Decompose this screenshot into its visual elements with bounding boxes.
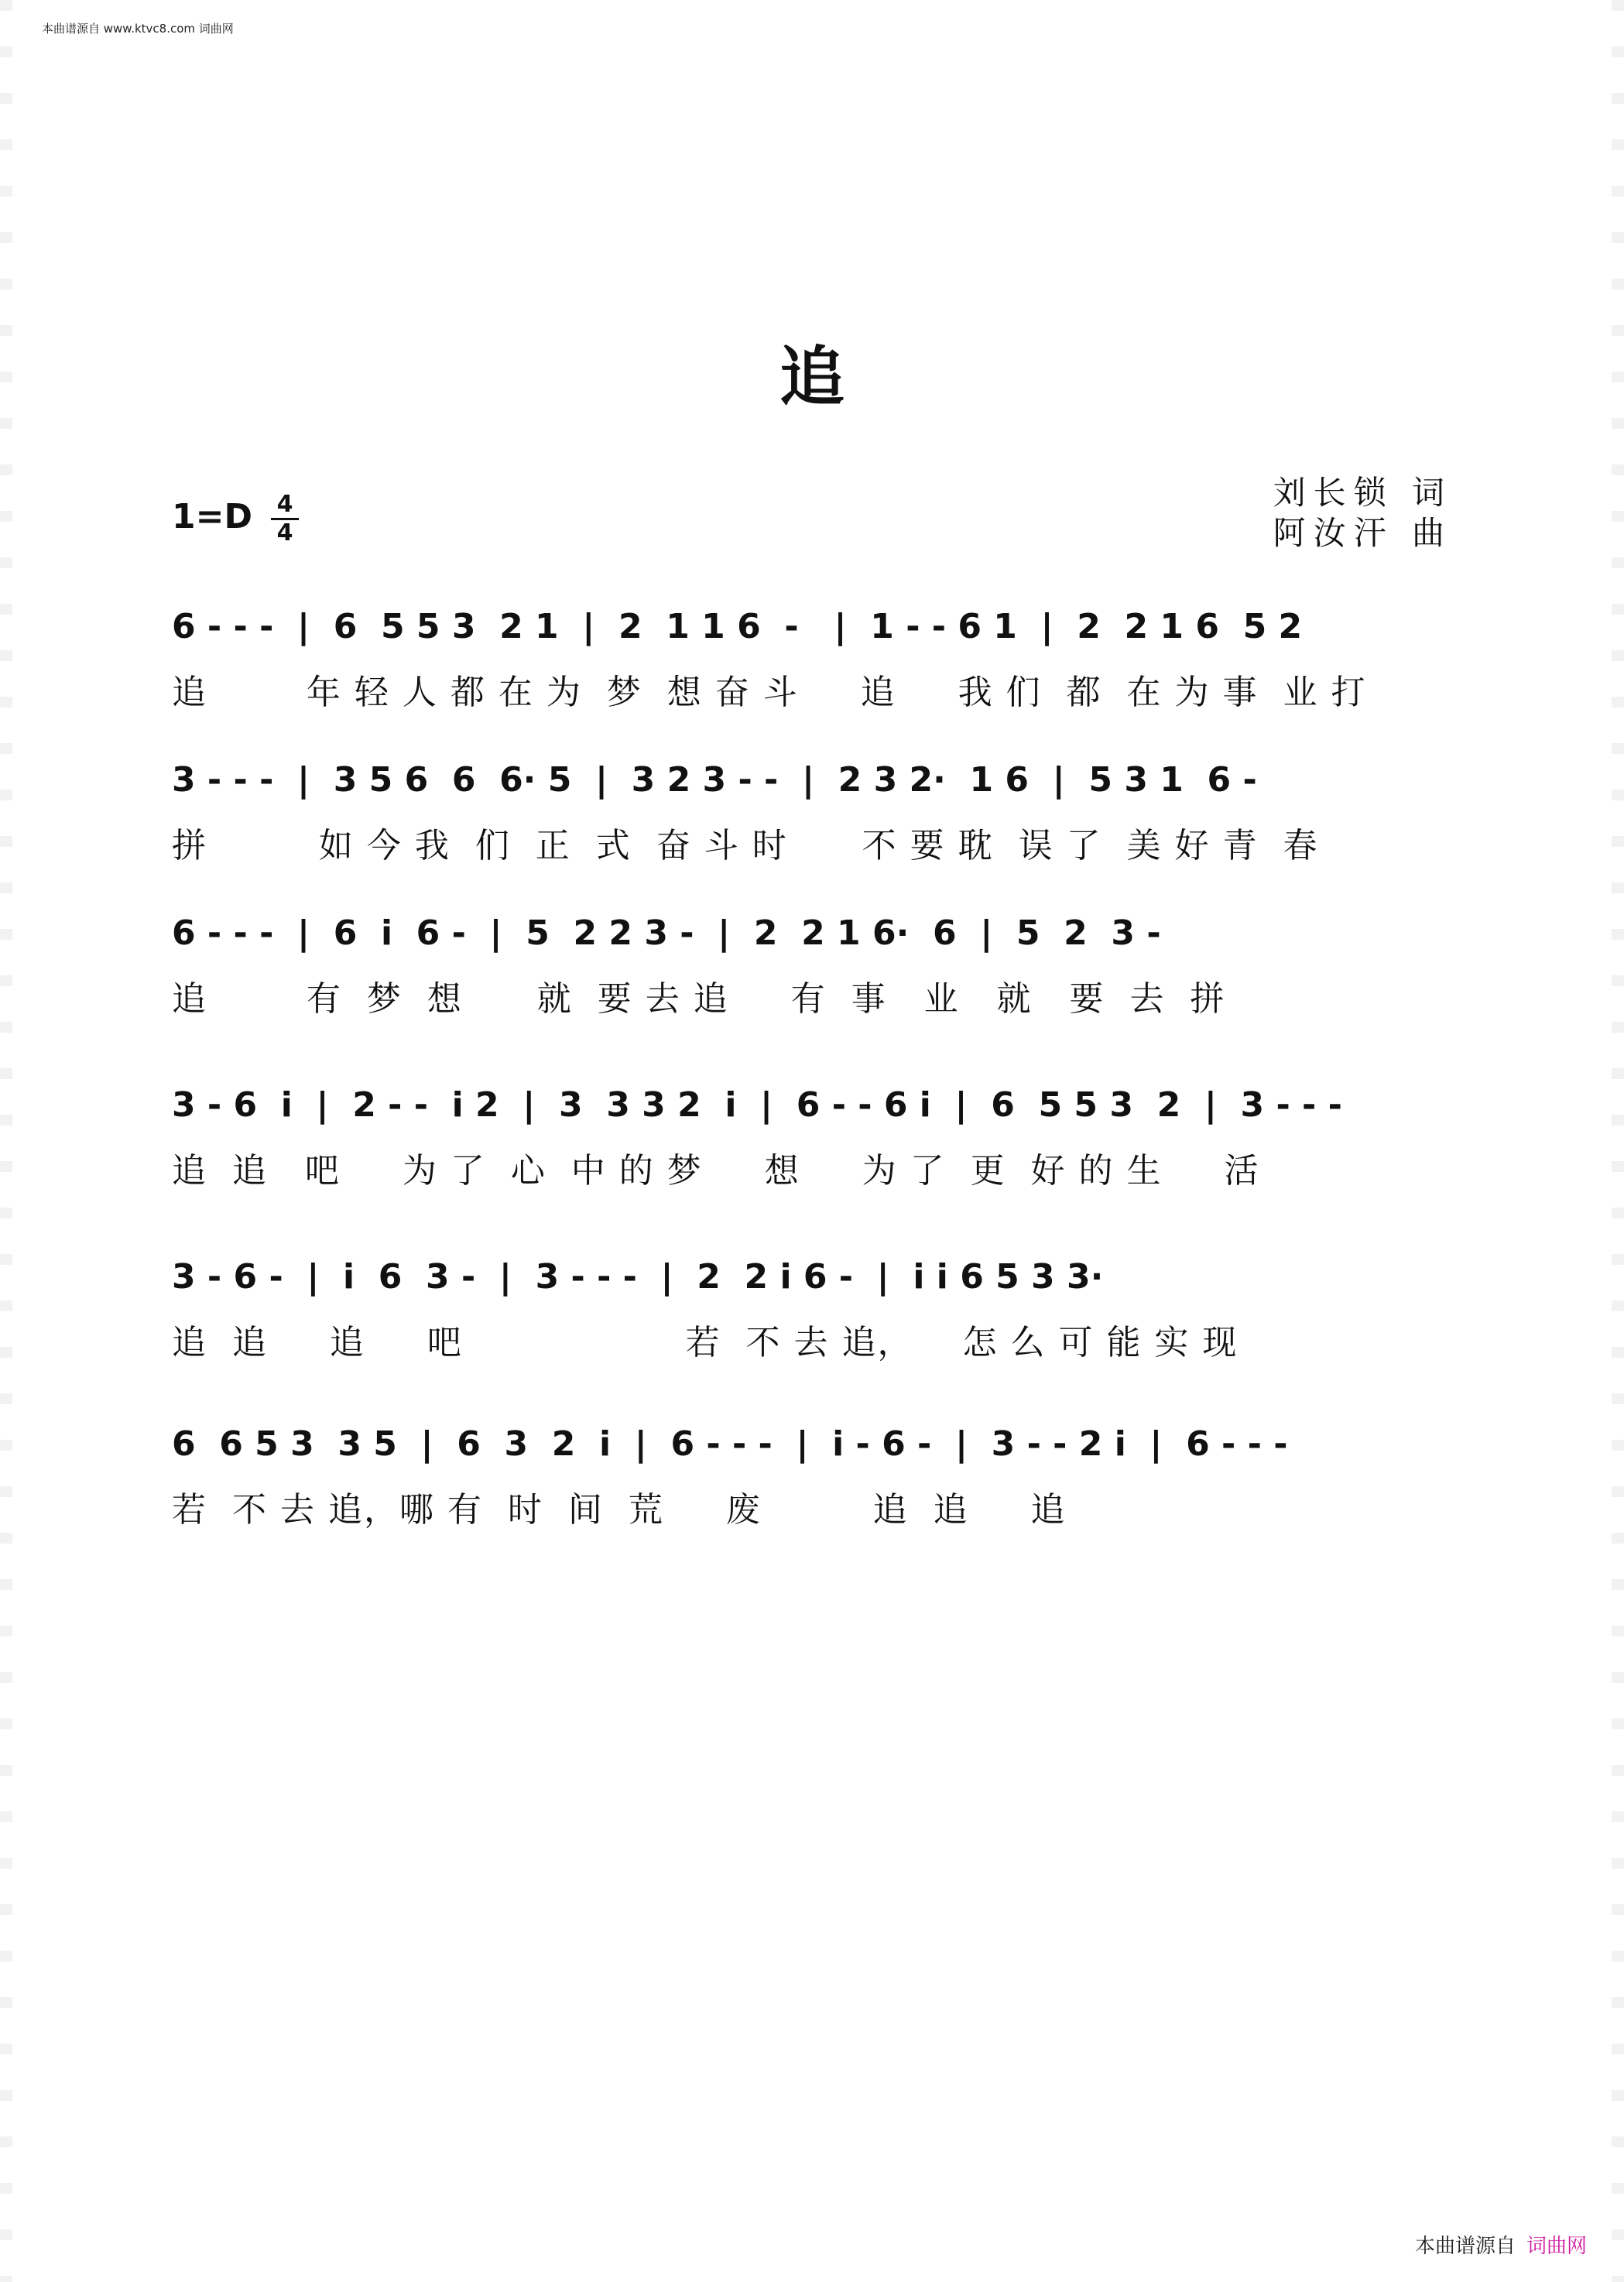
- score-row-5: [172, 1246, 1457, 1401]
- song-title: 追: [779, 338, 845, 415]
- lyrics-line: 追 追 吧 为 了 心 中 的 梦 想 为 了 更 好 的 生 活: [172, 1151, 1260, 1191]
- notes-line: 3 - - - | 3 5 6 6 6· 5 | 3 2 3 - - | 2 3 2· 1 6 | 5 3 1 6 -: [172, 760, 1257, 800]
- composer-credit: 阿汝汗 曲: [1273, 514, 1452, 552]
- lyrics-line: 拼 如 今 我 们 正 式 奋 斗 时 不 要 耽 误 了 美 好 青 春: [172, 826, 1319, 865]
- lyrics-line: 追 有 梦 想 就 要 去 追 有 事 业 就 要 去 拼: [172, 979, 1226, 1019]
- score-row-1: [172, 596, 1457, 751]
- notes-line: 3 - 6 - | i 6 3 - | 3 - - - | 2 2 i 6 - | i i 6 5 3 3·: [172, 1257, 1104, 1297]
- notes-line: 6 6 5 3 3 5 | 6 3 2 i | 6 - - - | i - 6 - | 3 - - 2 i | 6 - - -: [172, 1424, 1288, 1464]
- source-note: 本曲谱源自 www.ktvc8.com 词曲网: [42, 22, 234, 36]
- key-signature: 1=D: [172, 497, 253, 536]
- lyrics-line: 追 年 轻 人 都 在 为 梦 想 奋 斗 追 我 们 都 在 为 事 业 打: [172, 673, 1367, 712]
- score-row-4: [172, 1074, 1457, 1229]
- lyricist-credit: 刘长锁 词: [1273, 474, 1452, 512]
- lyrics-line: 若 不 去 追，哪 有 时 间 荒 废 追 追 追: [172, 1490, 1067, 1530]
- score-row-2: [172, 749, 1457, 904]
- footer-attribution: [1415, 2230, 1587, 2259]
- footer-label: 本曲谱源自: [1414, 2235, 1516, 2258]
- time-denominator: 4: [276, 519, 293, 547]
- time-signature: [271, 492, 299, 546]
- lyrics-line: 追 追 追 吧 若 不 去 追， 怎 么 可 能 实 现: [172, 1323, 1239, 1362]
- notes-line: 3 - 6 i | 2 - - i 2 | 3 3 3 2 i | 6 - - 6 i | 6 5 5 3 2 | 3 - - -: [172, 1085, 1342, 1125]
- score-row-3: [172, 903, 1457, 1057]
- notes-line: 6 - - - | 6 5 5 3 2 1 | 2 1 1 6 - | 1 - - 6 1 | 2 2 1 6 5 2: [172, 607, 1303, 646]
- footer-brand-link[interactable]: 词曲网: [1526, 2235, 1587, 2258]
- score-row-6: [172, 1413, 1457, 1568]
- time-numerator: 4: [276, 491, 293, 518]
- notes-line: 6 - - - | 6 i 6 - | 5 2 2 3 - | 2 2 1 6· 6 | 5 2 3 -: [172, 913, 1161, 953]
